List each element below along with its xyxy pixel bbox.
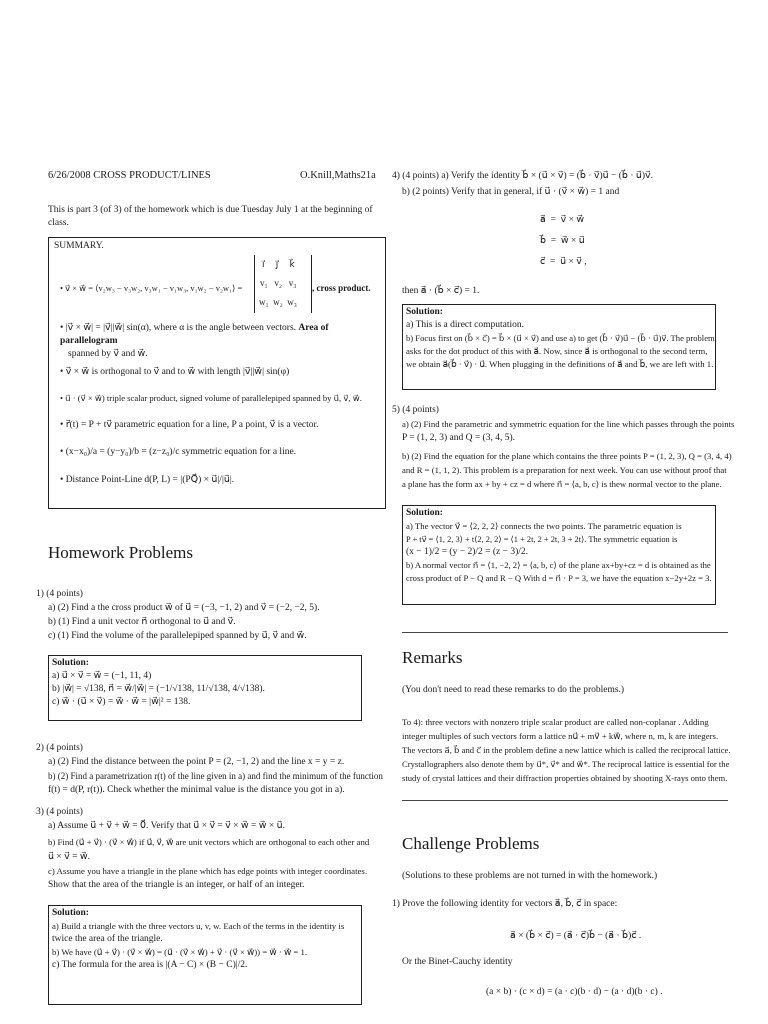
remarks-line-2: integer multiples of such vectors form a lattice nu⃗ + mv⃗ + kw⃗, where n, m, k are integers. [402,731,719,741]
problem-1b: b) (1) Find a unit vector n⃗ orthogonal to u⃗ and v⃗. [48,617,236,627]
solution-4-box [402,304,716,390]
solution-3-title: Solution: [52,908,89,918]
problem-2-title: 2) (4 points) [36,743,83,753]
summary-bullet-parametric: • r⃗(t) = P + tv⃗ parametric equation for a line, P a point, v⃗ is a vector. [60,420,319,430]
solution-4-line2: b) Focus first on (b⃗ × c⃗) = b⃗ × (u⃗ × v⃗) and use a) to get (b⃗ · v⃗)u⃗ − (b⃗ · u⃗)v⃗. The problem [406,333,715,343]
problem-3c: c) Assume you have a triangle in the plane which has edge points with integer coordinates. [48,866,368,876]
solution-5-box [402,505,716,605]
summary-title: SUMMARY. [54,241,104,251]
header-left: 6/26/2008 CROSS PRODUCT/LINES [48,170,211,181]
remarks-line-3: The vectors a⃗, b⃗ and c⃗ in the problem define a new lattice which is called the reciprocal lattice. [402,745,731,755]
homework-heading: Homework Problems [48,543,193,562]
summary-bullet-orthogonal: • v⃗ × w⃗ is orthogonal to v⃗ and to w⃗ with length |v⃗||w⃗| sin(φ) [60,367,290,377]
eq-c: c⃗ = u⃗ × v⃗ , [540,257,587,267]
solution-5-line4: b) A normal vector n⃗ = ⟨1, −2, 2⟩ = ⟨a, b, c⟩ of the plane ax+by+cz = d is obtained as the [406,560,711,570]
remarks-heading: Remarks [402,648,463,667]
solution-5-title: Solution: [406,508,443,518]
problem-3b-cont: u⃗ × v⃗ = w⃗. [48,852,91,862]
remarks-line-5: study of crystal lattices and their diffraction properties obtained by shooting X-rays onto them. [402,773,728,783]
header-right: O.Knill,Maths21a [300,170,376,181]
solution-3c: c) The formula for the area is |(A − C) × (B − C)|/2. [52,960,248,970]
solution-4-line4: we obtain a⃗(b⃗ · v⃗) · u⃗. When plugging in the definitions of a⃗ and b⃗, we are left with 1. [406,359,714,369]
summary-bullet-triple: • u⃗ · (v⃗ × w⃗) triple scalar product, signed volume of parallelepiped spanned by u⃗, v⃗, w⃗. [60,393,362,403]
problem-1-title: 1) (4 points) [36,589,83,599]
solution-4-title: Solution: [406,307,443,317]
problem-1c: c) (1) Find the volume of the parallelepiped spanned by u⃗, v⃗ and w⃗. [48,631,307,641]
problem-5b-cont: and R = (1, 1, 2). This problem is a preparation for next week. You can use without proof that [402,465,727,475]
problem-5a: a) (2) Find the parametric and symmetric equation for the line which passes through the points [402,419,735,429]
problem-3c-cont: Show that the area of the triangle is an integer, or half of an integer. [48,880,305,890]
challenge-1-eq2: (a × b) · (c × d) = (a · c)(b · d) − (a · d)(b · c) . [486,987,663,997]
solution-3a-cont: twice the area of the triangle. [52,934,163,944]
solution-4-line1: a) This is a direct computation. [406,320,525,330]
problem-3-title: 3) (4 points) [36,807,83,817]
problem-1a: a) (2) Find a the cross product w⃗ of u⃗ = (−3, −1, 2) and v⃗ = (−2, −2, 5). [48,603,320,613]
problem-2b-cont: f(t) = d(P, r(t)). Check whether the minimal value is the distance you got in a). [48,785,345,795]
problem-3b: b) Find (u⃗ + v⃗) · (v⃗ × w⃗) if u⃗, v⃗, w⃗ are unit vectors which are orthogonal to each other and [48,837,370,847]
solution-1b: b) |w⃗| = √138, n⃗ = w⃗/|w⃗| = (−1/√138, 11/√138, 4/√138). [52,684,265,694]
summary-bullet-area [60,322,380,361]
challenge-1: 1) Prove the following identity for vectors a⃗, b⃗, c⃗ in space: [392,899,618,909]
solution-4-line3: asks for the dot product of this with a⃗. Now, since a⃗ is orthogonal to the second term, [406,346,708,356]
solution-1a: a) u⃗ × v⃗ = w⃗ = (−1, 11, 4) [52,671,152,681]
challenge-1-or: Or the Binet-Cauchy identity [402,957,513,967]
summary-bullet-cross: • v⃗ × w⃗ = ⟨v₂w₃ − v₃w₂, v₃w₁ − v₁w₃, v₁w₂ − v₂w₁⟩ = [60,283,243,293]
solution-1c: c) w⃗ · (u⃗ × v⃗) = w⃗ · w⃗ = |w⃗|² = 138. [52,697,191,707]
solution-3a: a) Build a triangle with the three vectors u, v, w. Each of the terms in the identity is [52,921,345,931]
solution-3-box [48,905,362,1005]
area-bold: Area of parallelogram [60,323,329,346]
solution-5-line3: (x − 1)/2 = (y − 2)/2 = (z − 3)/2. [406,547,529,557]
solution-5-line2: P + tv⃗ = ⟨1, 2, 3⟩ + t⟨2, 2, 2⟩ = ⟨1 + 2t, 2 + 2t, 3 + 2t⟩. The symmetric equation is [406,535,678,544]
matrix-row-2: v₁ v₂ v₃ [260,278,297,288]
problem-5b: b) (2) Find the equation for the plane which contains the three points P = (1, 2, 3), Q = (3, 4, 4) [402,451,732,461]
solution-1-box [48,655,362,721]
area-text: • |v⃗ × w⃗| = |v⃗||w⃗| sin(α), where α is the angle between vectors. [60,323,297,333]
area-text-2: spanned by v⃗ and w⃗. [68,349,148,359]
challenge-note: (Solutions to these problems are not turned in with the homework.) [402,871,658,881]
remarks-line-1: To 4): three vectors with nonzero triple scalar product are called non-coplanar . Adding [402,717,709,727]
problem-4-then: then a⃗ · (b⃗ × c⃗) = 1. [402,286,480,296]
summary-bullet-symmetric: • (x−x₀)/a = (y−y₀)/b = (z−z₀)/c symmetric equation for a line. [60,447,297,457]
remarks-line-4: Crystallographers also denote them by u⃗*, v⃗* and w⃗*. The reciprocal lattice is essential for the [402,759,730,769]
solution-1-title: Solution: [52,658,89,668]
remarks-divider [402,632,728,633]
challenge-1-eq: a⃗ × (b⃗ × c⃗) = (a⃗ · c⃗)b⃗ − (a⃗ · b⃗)c⃗ . [510,931,642,941]
matrix-row-3: w₁ w₂ w₃ [259,297,297,307]
challenge-heading: Challenge Problems [402,834,540,853]
solution-5-line5: cross product of P − Q and R − Q With d = n⃗ · P = 3, we have the equation x−2y+2z = 3. [406,573,712,583]
problem-4b: b) (2 points) Verify that in general, if u⃗ · (v⃗ × w⃗) = 1 and [402,187,620,197]
problem-5b-cont-2: a plane has the form ax + by + cz = d where n⃗ = ⟨a, b, c⟩ is thew normal vector to the plane. [402,479,722,489]
remarks-note: (You don't need to read these remarks to do the problems.) [402,685,625,695]
matrix-row-1: i⃗ j⃗ k⃗ [262,259,295,269]
problem-3a: a) Assume u⃗ + v⃗ + w⃗ = 0⃗. Verify that u⃗ × v⃗ = v⃗ × w⃗ = w⃗ × u⃗. [48,821,286,831]
problem-5-title: 5) (4 points) [392,405,439,415]
problem-2b: b) (2) Find a parametrization r(t) of the line given in a) and find the minimum of the function [48,771,383,781]
solution-5-line1: a) The vector v⃗ = ⟨2, 2, 2⟩ connects the two points. The parametric equation is [406,521,682,531]
eq-a: a⃗ = v⃗ × w⃗ [540,215,585,225]
challenge-divider [402,800,728,801]
intro-text: This is part 3 (of 3) of the homework which is due Tuesday July 1 at the beginning of class. [48,205,373,228]
summary-bullet-distance: • Distance Point-Line d(P, L) = |(PQ⃗) × u⃗|/|u⃗|. [60,475,235,485]
cross-product-label: , cross product. [312,283,371,293]
problem-2a: a) (2) Find the distance between the point P = (2, −1, 2) and the line x = y = z. [48,757,345,767]
problem-5a-cont: P = (1, 2, 3) and Q = (3, 4, 5). [402,433,516,443]
solution-3b: b) We have (u⃗ + v⃗) · (v⃗ × w⃗) = (u⃗ · (v⃗ × w⃗) + v⃗ · (v⃗ × w⃗)) = w⃗ · w⃗ = 1. [52,947,308,957]
problem-4-title: 4) (4 points) a) Verify the identity b⃗ × (u⃗ × v⃗) = (b⃗ · v⃗)u⃗ − (b⃗ · u⃗)v⃗. [392,171,654,181]
eq-b: b⃗ = w⃗ × u⃗ [540,236,585,246]
